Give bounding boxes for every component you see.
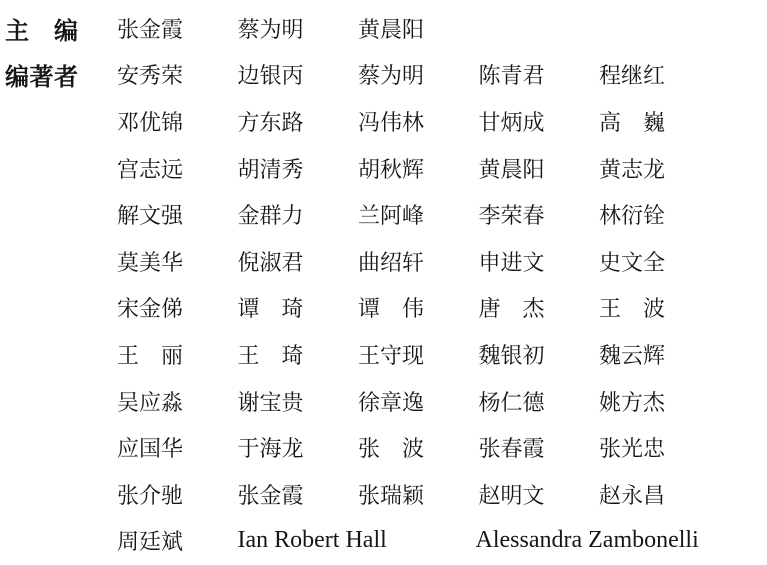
chief-editor-label: 主 编 [5,17,79,45]
contributor-name: 方东路 [237,109,304,135]
contributor-name: 高 巍 [599,109,666,135]
contributor-name: 张春霞 [478,436,545,462]
contributors-label: 编著者 [5,64,79,92]
contributor-name: 张介驰 [117,482,184,508]
contributor-name: 赵永昌 [599,482,666,508]
contributor-name: 姚方杰 [599,389,666,415]
contributor-name: 胡清秀 [237,156,304,182]
contributor-name: 甘炳成 [478,109,545,135]
contributor-name: 黄晨阳 [478,156,545,182]
contributor-name: 宫志远 [117,156,184,182]
contributor-name: 程继红 [599,63,666,89]
contributor-name: 边银丙 [237,63,304,89]
contributor-name: 邓优锦 [117,109,184,135]
editor-name: 蔡为明 [237,16,304,42]
contributor-name: 魏银初 [478,342,545,368]
contributor-name: 兰阿峰 [358,203,425,229]
contributor-name: 王 丽 [117,342,184,368]
contributors-row [0,331,767,378]
contributor-name: 王守现 [358,342,425,368]
contributor-name: 宋金俤 [117,296,184,322]
contributor-name: 蔡为明 [358,63,425,89]
contributor-name: 应国华 [117,436,184,462]
contributor-name: 莫美华 [117,249,184,275]
contributor-name: 杨仁德 [478,389,545,415]
contributor-name: 赵明文 [478,482,545,508]
contributor-name: 于海龙 [237,436,304,462]
contributor-name: 申进文 [478,249,545,275]
contributors-row [0,145,767,192]
contributors-row [0,191,767,238]
contributor-name: 魏云辉 [599,342,666,368]
contributor-name: 王 琦 [237,342,304,368]
contributors-row [0,238,767,285]
contributor-name: 陈青君 [478,63,545,89]
contributor-name: 解文强 [117,203,184,229]
contributor-name: 吴应淼 [117,389,184,415]
contributor-name-latin: Ian Robert Hall [237,527,387,554]
contributors-final-row [0,518,767,565]
contributor-name: 史文全 [599,249,666,275]
contributor-name: 曲绍轩 [358,249,425,275]
contributor-name: 张金霞 [237,482,304,508]
contributor-name: 谢宝贵 [237,389,304,415]
contributors-row [0,424,767,471]
chief-editor-row [0,5,767,52]
contributor-name: 安秀荣 [117,63,184,89]
contributor-name: 金群力 [237,203,304,229]
editor-name: 黄晨阳 [358,16,425,42]
contributors-row [0,52,767,99]
contributor-name: 冯伟林 [358,109,425,135]
contributors-row [0,98,767,145]
editor-name: 张金霞 [117,16,184,42]
contributor-name: 王 波 [599,296,666,322]
contributor-name: 李荣春 [478,203,545,229]
contributor-name: 谭 伟 [358,296,425,322]
contributor-name: 周廷斌 [117,529,184,555]
contributor-name: 张光忠 [599,436,666,462]
contributors-row [0,378,767,425]
contributor-name: 林衍铨 [599,203,666,229]
contributor-name: 张瑞颖 [358,482,425,508]
contributor-name-latin: Alessandra Zambonelli [475,527,699,554]
contributor-name: 徐章逸 [358,389,425,415]
contributor-name: 倪淑君 [237,249,304,275]
contributors-row [0,471,767,518]
contributor-name: 张 波 [358,436,425,462]
contributor-name: 黄志龙 [599,156,666,182]
contributor-name: 胡秋辉 [358,156,425,182]
contributor-name: 谭 琦 [237,296,304,322]
contributors-row [0,285,767,332]
contributor-name: 唐 杰 [478,296,545,322]
